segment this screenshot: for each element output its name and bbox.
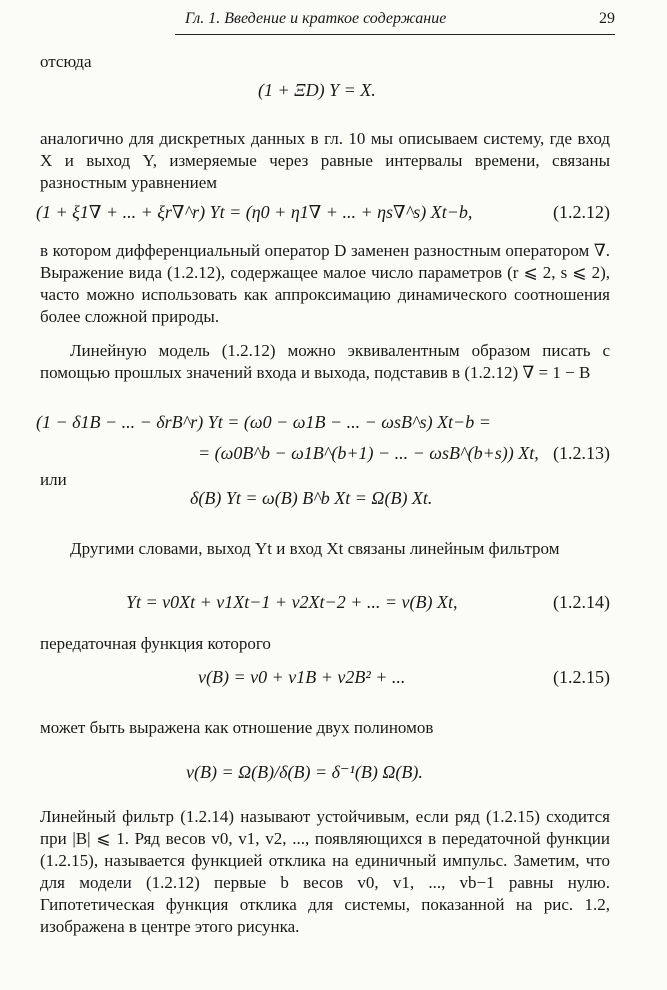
- paragraph-3: Линейную модель (1.2.12) можно эквивалентным образом писать с помощью прошлых значений входа и выхода, подставив в (1.2.12) ∇ = 1 − B: [40, 341, 610, 382]
- paragraph-5: передаточная функция которого: [40, 634, 271, 653]
- equation-1-2-12: [30, 202, 620, 228]
- paragraph-7: Линейный фильтр (1.2.14) называют устойчивым, если ряд (1.2.15) сходится при |B| ⩽ 1. Ряд весов v0, v1, v2, ..., появляющихся в передаточной функции (1.2.15), называется функцией отклика на единичный импульс. Заметим, что для модели (1.2.12) первые b весов v0, v1, ..., vb−1 равны нулю. Гипотетическая функция отклика для системы, показанной на рис. 1.2, изображена в центре этого рисунка.: [40, 807, 610, 936]
- header-rule: [175, 34, 615, 35]
- equation-1-2-12-number: (1.2.12): [553, 202, 610, 222]
- equation-1-2-12-body: (1 + ξ1∇ + ... + ξr∇^r) Yt = (η0 + η1∇ + ... + ηs∇^s) Xt−b,: [36, 202, 473, 222]
- text-otsyuda: отсюда: [40, 52, 92, 71]
- chapter-title: Гл. 1. Введение и краткое содержание: [185, 10, 447, 27]
- text-ili: или: [40, 470, 67, 489]
- equation-a-body: (1 + ΞD) Y = X.: [258, 80, 376, 100]
- equation-1-2-14-number: (1.2.14): [553, 592, 610, 612]
- paragraph-4: Другими словами, выход Yt и вход Xt связаны линейным фильтром: [70, 539, 560, 558]
- equation-b: [30, 488, 620, 514]
- equation-1-2-13-number: (1.2.13): [553, 443, 610, 463]
- paragraph-6: может быть выражена как отношение двух полиномов: [40, 718, 434, 737]
- equation-1-2-13-line2-body: = (ω0B^b − ω1B^(b+1) − ... − ωsB^(b+s)) Xt,: [198, 443, 539, 463]
- equation-b-body: δ(B) Yt = ω(B) B^b Xt = Ω(B) Xt.: [190, 488, 433, 508]
- equation-a: [30, 80, 620, 106]
- equation-1-2-14: [30, 592, 620, 618]
- equation-1-2-14-body: Yt = v0Xt + v1Xt−1 + v2Xt−2 + ... = v(B) Xt,: [126, 592, 458, 612]
- paragraph-1: аналогично для дискретных данных в гл. 10 мы описываем систему, где вход X и выход Y, измеряемые через равные интервалы времени, связаны разностным уравнением: [40, 129, 610, 192]
- equation-1-2-13-line1: [30, 412, 620, 438]
- equation-1-2-15-body: v(B) = v0 + v1B + v2B² + ...: [198, 667, 406, 687]
- equation-1-2-15: [30, 667, 620, 693]
- equation-1-2-15-number: (1.2.15): [553, 667, 610, 687]
- equation-c-body: v(B) = Ω(B)/δ(B) = δ⁻¹(B) Ω(B).: [186, 762, 423, 782]
- running-header: [185, 10, 615, 34]
- page-number: 29: [599, 10, 615, 27]
- equation-1-2-13-line2: [30, 443, 620, 469]
- equation-c: [30, 762, 620, 788]
- paragraph-2: в котором дифференциальный оператор D заменен разностным оператором ∇. Выражение вида (1.2.12), содержащее малое число параметров (r ⩽ 2, s ⩽ 2), часто можно использовать как аппроксимацию динамического соотношения более сложной природы.: [40, 241, 610, 326]
- equation-1-2-13-line1-body: (1 − δ1B − ... − δrB^r) Yt = (ω0 − ω1B − ... − ωsB^s) Xt−b =: [36, 412, 491, 432]
